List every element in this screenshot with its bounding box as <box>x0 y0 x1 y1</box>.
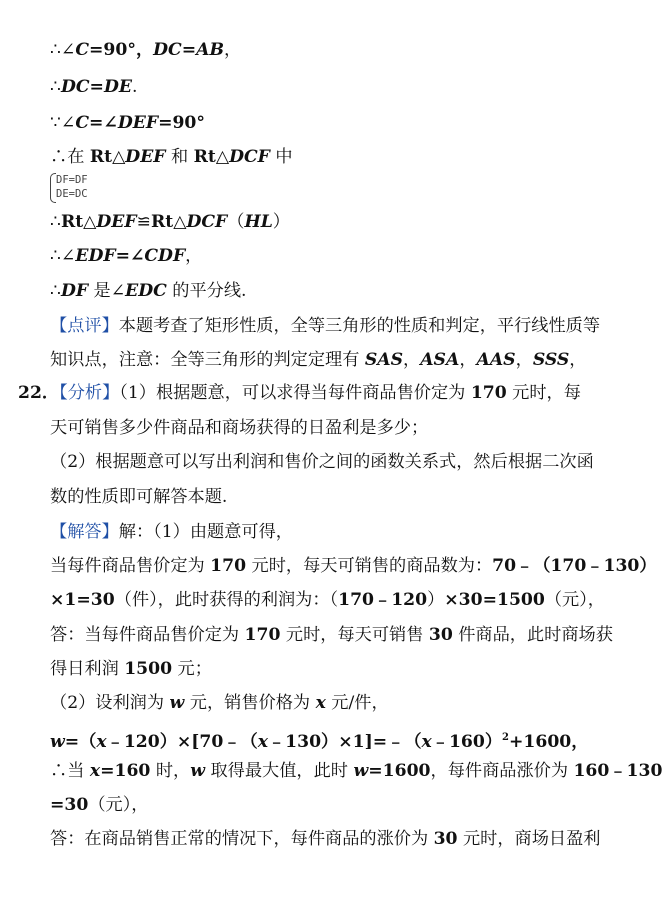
analysis-line-4: 数的性质即可解答本题. <box>50 487 228 507</box>
solution-line-4: 答：当每件商品售价定为 170 元时，每天可销售 30 件商品，此时商场获 <box>50 625 613 645</box>
comment-line-1: 【点评】本题考查了矩形性质，全等三角形的性质和判定，平行线性质等 <box>50 316 601 336</box>
analysis-line-1: 22．【分析】（1）根据题意，可以求得当每件商品售价定为 170 元时，每 <box>18 383 581 403</box>
proof-line-2: ∴DC=DE. <box>50 77 138 97</box>
equation-1: DF=DF <box>56 174 88 186</box>
question-number: 22． <box>18 383 60 403</box>
solution-tag: 【解答】 <box>50 522 119 542</box>
solution-line-2: 当每件商品售价定为 170 元时，每天可销售的商品数为：70﹣（170﹣130） <box>50 556 657 576</box>
proof-line-5: ∴Rt△DEF≌Rt△DCF（HL） <box>50 212 290 232</box>
analysis-line-2: 天可销售多少件商品和商场获得的日盈利是多少； <box>50 418 429 438</box>
solution-line-6: （2）设利润为 w 元，销售价格为 x 元/件， <box>50 693 389 713</box>
analysis-line-3: （2）根据题意可以写出利润和售价之间的函数关系式，然后根据二次函 <box>50 452 594 472</box>
solution-line-7: w=（x﹣120）×[70﹣（x﹣130）×1]=﹣（x﹣160）$^2$+1600， <box>50 732 589 752</box>
equation-2: DE=DC <box>56 188 88 200</box>
analysis-tag: 【分析】 <box>59 383 120 403</box>
proof-line-4: ∴在 Rt△DEF 和 Rt△DCF 中 <box>50 147 293 167</box>
comment-tag: 【点评】 <box>50 316 119 336</box>
proof-line-3: ∵∠C=∠DEF=90° <box>50 113 205 133</box>
solution-line-8: ∴当 x=160 时，w 取得最大值，此时 w=1600，每件商品涨价为 160﹣130 <box>50 761 662 781</box>
proof-line-6: ∴∠EDF=∠CDF， <box>50 246 203 266</box>
comment-line-2: 知识点，注意：全等三角形的判定定理有 SAS，ASA，AAS，SSS， <box>50 350 587 370</box>
solution-line-9: =30（元）， <box>50 795 149 815</box>
solution-line-1: 【解答】解：（1）由题意可得， <box>50 522 293 542</box>
solution-line-5: 得日利润 1500 元； <box>50 659 212 679</box>
proof-line-7: ∴DF 是∠EDC 的平分线. <box>50 281 247 301</box>
proof-line-1: ∴∠C=90°，DC=AB， <box>50 40 242 60</box>
solution-line-3: ×1=30（件），此时获得的利润为：（170﹣120）×30=1500（元）， <box>50 590 605 610</box>
solution-line-10: 答：在商品销售正常的情况下，每件商品的涨价为 30 元时，商场日盈利 <box>50 829 601 849</box>
